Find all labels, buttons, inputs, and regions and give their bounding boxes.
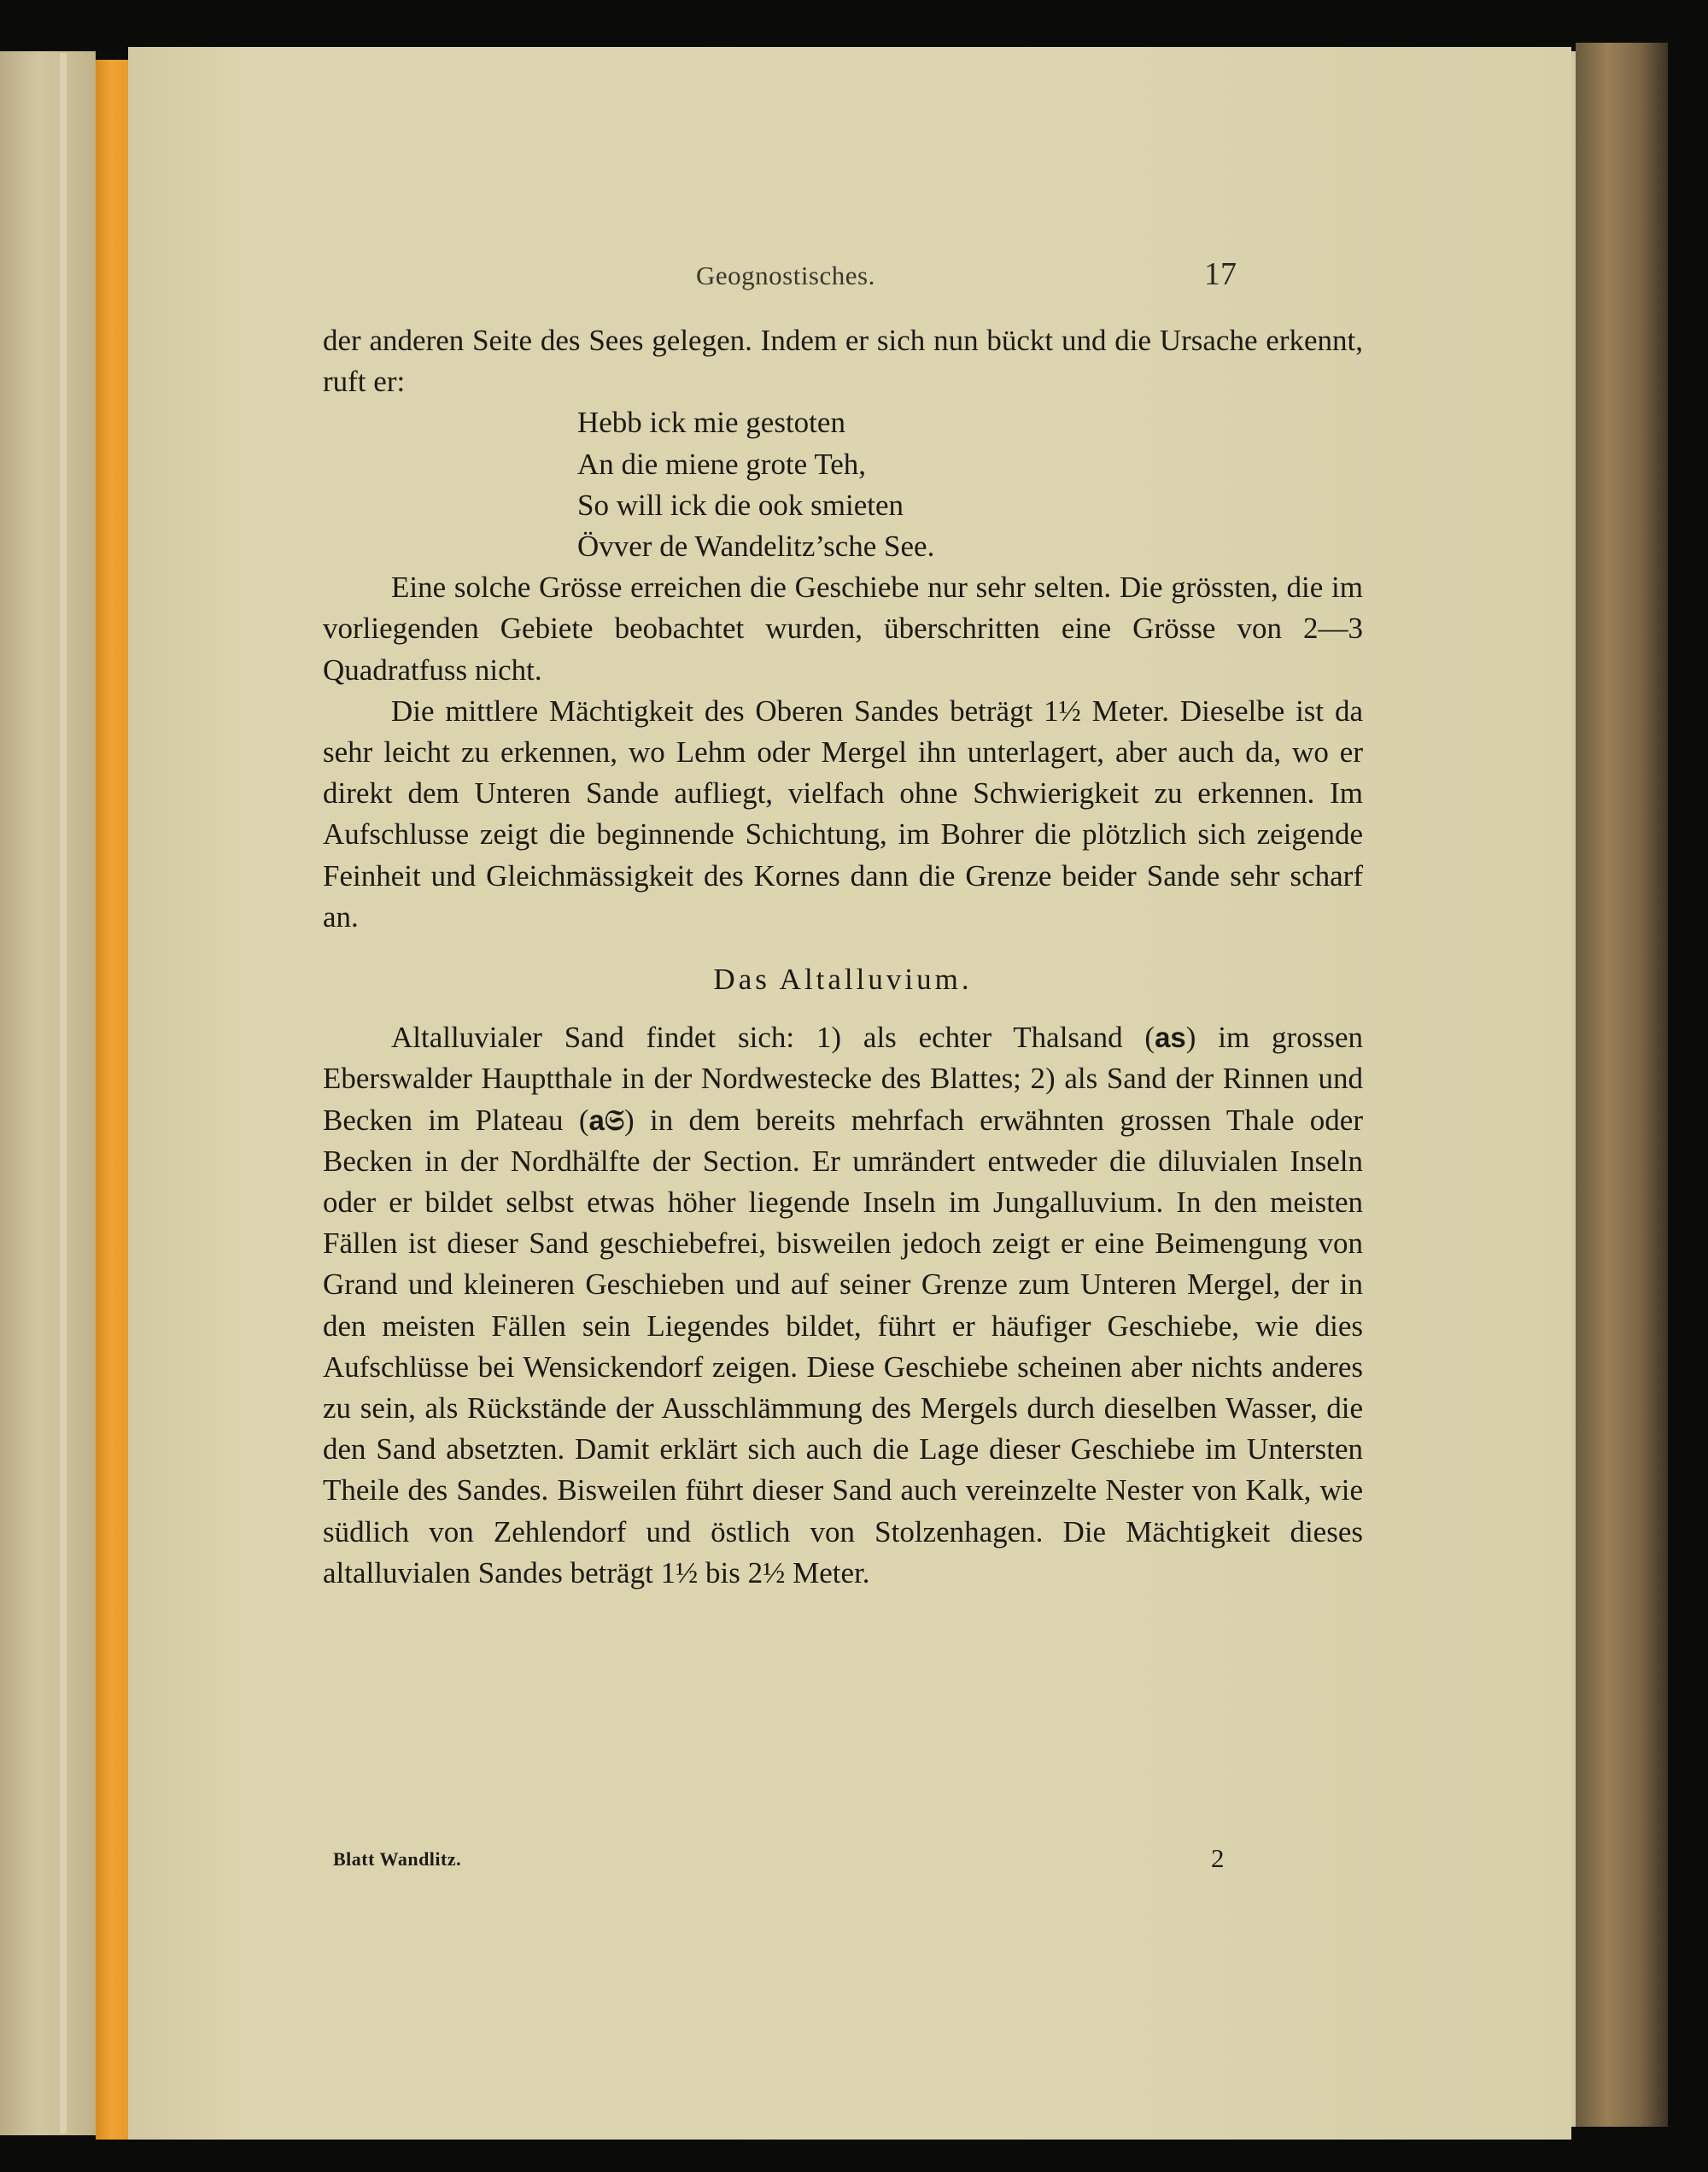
page-footer	[323, 1843, 1262, 1877]
paragraph	[323, 1017, 1363, 1594]
bookmark-ribbon	[96, 60, 130, 2140]
verse-line: Övver de Wandelitz’sche See.	[577, 530, 935, 564]
paragraph-text: ) in dem bereits mehrfach erwähnten grossen Thale oder Becken in der Nordhälfte der Section. Er umrändert entweder die diluvialen Inseln oder er bildet selbst etwas höher liegende Inseln im Jungalluvium. In den meisten Fällen ist dieser Sand geschiebefrei, bisweilen jedoch zeigt er eine Beimengung von Grand und kleineren Geschieben und auf seiner Grenze zum Unteren Mergel, der in den meisten Fällen sein Liegendes bildet, führt er häufiger Geschiebe, wie dies Aufschlüsse bei Wensickendorf zeigen. Diese Geschiebe scheinen aber nichts anderes zu sein, als Rückstände der Ausschlämmung des Mergels durch dieselben Wasser, die den Sand absetzten. Damit erklärt sich auch die Lage dieser Geschiebe im Untersten Theile des Sandes. Bisweilen führt dieser Sand auch vereinzelte Nester von Kalk, wie südlich von Zehlendorf und östlich von Stolzenhagen. Die Mächtigkeit dieses altalluvialen Sandes beträgt 1½ bis 2½ Meter.	[323, 1103, 1363, 1589]
running-head: Geognostisches.	[696, 261, 875, 290]
map-symbol: a𝔖	[588, 1104, 625, 1136]
page-body	[323, 320, 1363, 1594]
signature-number: 2	[1211, 1843, 1225, 1873]
verse-block	[577, 402, 1363, 567]
verse-line: So will ick die ook smieten	[577, 488, 904, 522]
signature-label: Blatt Wandlitz.	[333, 1848, 462, 1870]
page-number: 17	[1204, 256, 1237, 292]
paragraph: Eine solche Grösse erreichen die Geschiebe nur sehr selten. Die grössten, die im vorliegenden Gebiete beobachtet wurden, überschritten eine Grösse von 2—3 Quadratfuss nicht.	[323, 571, 1363, 687]
book-page	[128, 47, 1571, 2140]
page-header	[128, 256, 1571, 312]
verse-line: An die miene grote Teh,	[577, 447, 867, 481]
paragraph-text: Altalluvialer Sand findet sich: 1) als echter Thalsand (	[391, 1021, 1155, 1055]
section-title: Das Altalluvium.	[713, 963, 973, 997]
previous-page-highlight	[60, 53, 67, 2134]
paragraph-text: ) im grossen Eberswalder Hauptthale in der Nordwestecke des Blattes; 2) als Sand der Rinnen und Becken im Plateau (	[323, 1021, 1363, 1137]
book-cover-edge	[1576, 43, 1668, 2127]
verse-line: Hebb ick mie gestoten	[577, 406, 845, 440]
paragraph: der anderen Seite des Sees gelegen. Indem er sich nun bückt und die Ursache erkennt, ruft er:	[323, 324, 1363, 399]
previous-page-edge	[0, 51, 96, 2135]
map-symbol: as	[1155, 1022, 1186, 1054]
paragraph: Die mittlere Mächtigkeit des Oberen Sandes beträgt 1½ Meter. Dieselbe ist da sehr leicht zu erkennen, wo Lehm oder Mergel ihn unterlagert, aber auch da, wo er direkt dem Unteren Sande aufliegt, vielfach ohne Schwierigkeit zu erkennen. Im Aufschlusse zeigt die beginnende Schichtung, im Bohrer die plötzlich sich zeigende Feinheit und Gleichmässigkeit des Kornes dann die Grenze beider Sande sehr scharf an.	[323, 694, 1363, 934]
